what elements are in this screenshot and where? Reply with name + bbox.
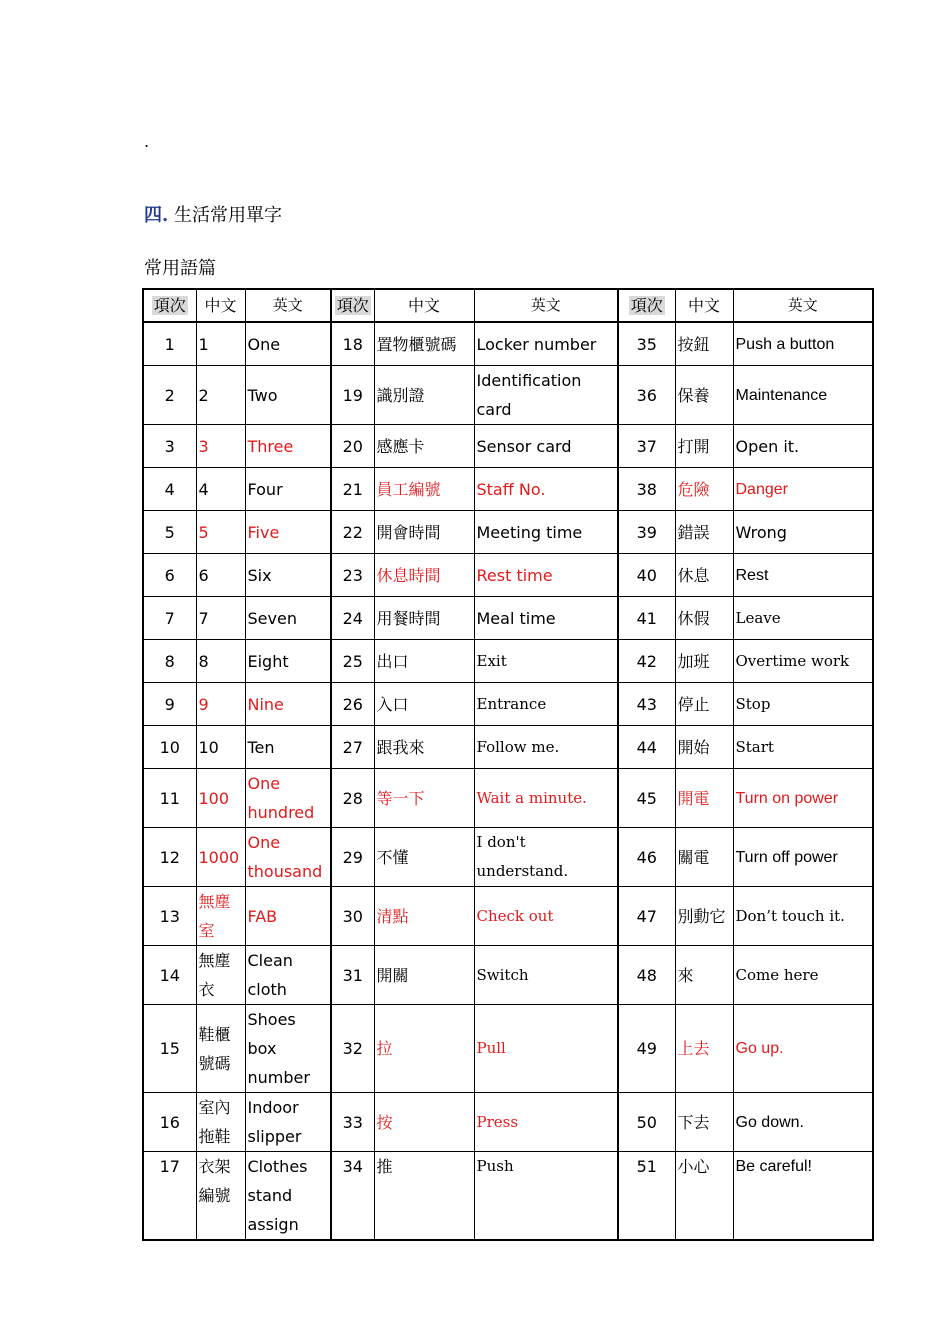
- chinese-term: 保養: [675, 366, 733, 425]
- item-number: 33: [331, 1093, 374, 1152]
- item-number: 44: [618, 726, 675, 769]
- chinese-term: 無塵衣: [196, 946, 245, 1005]
- english-term: Overtime work: [733, 640, 873, 683]
- table-row: [143, 828, 873, 887]
- english-term: Three: [245, 425, 331, 468]
- chinese-term: 開電: [675, 769, 733, 828]
- chinese-term: 員工編號: [374, 468, 474, 511]
- item-number: 14: [143, 946, 196, 1005]
- table-row: [143, 511, 873, 554]
- item-number: 30: [331, 887, 374, 946]
- english-term: Go down.: [733, 1093, 873, 1152]
- table-row: [143, 468, 873, 511]
- header-english-3: 英文: [733, 289, 873, 322]
- chinese-term: 停止: [675, 683, 733, 726]
- english-term: Entrance: [474, 683, 618, 726]
- chinese-term: 無塵室: [196, 887, 245, 946]
- item-number: 29: [331, 828, 374, 887]
- english-term: Staff No.: [474, 468, 618, 511]
- chinese-term: 休息時間: [374, 554, 474, 597]
- table-row: [143, 887, 873, 946]
- english-term: Go up.: [733, 1005, 873, 1093]
- chinese-term: 室內拖鞋: [196, 1093, 245, 1152]
- item-number: 20: [331, 425, 374, 468]
- chinese-term: 上去: [675, 1005, 733, 1093]
- chinese-term: 跟我來: [374, 726, 474, 769]
- item-number: 47: [618, 887, 675, 946]
- chinese-term: 按鈕: [675, 322, 733, 366]
- chinese-term: 開會時間: [374, 511, 474, 554]
- header-chinese-2: 中文: [374, 289, 474, 322]
- english-term: Follow me.: [474, 726, 618, 769]
- english-term: I don't understand.: [474, 828, 618, 887]
- chinese-term: 拉: [374, 1005, 474, 1093]
- english-term: Press: [474, 1093, 618, 1152]
- chinese-term: 休息: [675, 554, 733, 597]
- english-term: Start: [733, 726, 873, 769]
- section-heading: [144, 201, 282, 227]
- english-term: Indoor slipper: [245, 1093, 331, 1152]
- item-number: 50: [618, 1093, 675, 1152]
- header-chinese-3: 中文: [675, 289, 733, 322]
- chinese-term: 10: [196, 726, 245, 769]
- header-index-3: 項次: [618, 289, 675, 322]
- item-number: 22: [331, 511, 374, 554]
- chinese-term: 衣架編號: [196, 1152, 245, 1241]
- item-number: 25: [331, 640, 374, 683]
- table-row: [143, 946, 873, 1005]
- english-term: Switch: [474, 946, 618, 1005]
- item-number: 43: [618, 683, 675, 726]
- table-row: [143, 1005, 873, 1093]
- english-term: FAB: [245, 887, 331, 946]
- english-term: Open it.: [733, 425, 873, 468]
- english-term: Rest: [733, 554, 873, 597]
- header-index-2: 項次: [331, 289, 374, 322]
- item-number: 3: [143, 425, 196, 468]
- table-row: [143, 597, 873, 640]
- chinese-term: 置物櫃號碼: [374, 322, 474, 366]
- chinese-term: 關電: [675, 828, 733, 887]
- item-number: 49: [618, 1005, 675, 1093]
- chinese-term: 1: [196, 322, 245, 366]
- english-term: Meeting time: [474, 511, 618, 554]
- english-term: One thousand: [245, 828, 331, 887]
- header-english-2: 英文: [474, 289, 618, 322]
- item-number: 32: [331, 1005, 374, 1093]
- chinese-term: 開始: [675, 726, 733, 769]
- chinese-term: 入口: [374, 683, 474, 726]
- section-title: 生活常用單字: [168, 205, 283, 226]
- chinese-term: 用餐時間: [374, 597, 474, 640]
- item-number: 8: [143, 640, 196, 683]
- item-number: 40: [618, 554, 675, 597]
- item-number: 17: [143, 1152, 196, 1241]
- chinese-term: 危險: [675, 468, 733, 511]
- chinese-term: 9: [196, 683, 245, 726]
- item-number: 36: [618, 366, 675, 425]
- table-row: [143, 366, 873, 425]
- english-term: Stop: [733, 683, 873, 726]
- chinese-term: 出口: [374, 640, 474, 683]
- item-number: 15: [143, 1005, 196, 1093]
- chinese-term: 等一下: [374, 769, 474, 828]
- item-number: 19: [331, 366, 374, 425]
- english-term: Come here: [733, 946, 873, 1005]
- section-number: 四.: [144, 205, 169, 226]
- item-number: 1: [143, 322, 196, 366]
- english-term: Turn on power: [733, 769, 873, 828]
- english-term: Sensor card: [474, 425, 618, 468]
- item-number: 38: [618, 468, 675, 511]
- english-term: Clothes stand assign: [245, 1152, 331, 1241]
- english-term: Shoes box number: [245, 1005, 331, 1093]
- item-number: 26: [331, 683, 374, 726]
- item-number: 12: [143, 828, 196, 887]
- chinese-term: 開關: [374, 946, 474, 1005]
- item-number: 31: [331, 946, 374, 1005]
- vocabulary-table: [142, 288, 874, 1241]
- chinese-term: 7: [196, 597, 245, 640]
- item-number: 13: [143, 887, 196, 946]
- english-term: Don’t touch it.: [733, 887, 873, 946]
- table-row: [143, 640, 873, 683]
- item-number: 28: [331, 769, 374, 828]
- item-number: 4: [143, 468, 196, 511]
- item-number: 9: [143, 683, 196, 726]
- table-row: [143, 683, 873, 726]
- item-number: 6: [143, 554, 196, 597]
- english-term: Maintenance: [733, 366, 873, 425]
- english-term: Locker number: [474, 322, 618, 366]
- item-number: 35: [618, 322, 675, 366]
- chinese-term: 3: [196, 425, 245, 468]
- chinese-term: 別動它: [675, 887, 733, 946]
- english-term: Danger: [733, 468, 873, 511]
- item-number: 10: [143, 726, 196, 769]
- english-term: Push: [474, 1152, 618, 1241]
- english-term: One: [245, 322, 331, 366]
- english-term: Seven: [245, 597, 331, 640]
- item-number: 39: [618, 511, 675, 554]
- chinese-term: 6: [196, 554, 245, 597]
- table-row: [143, 1152, 873, 1241]
- table-row: [143, 554, 873, 597]
- chinese-term: 8: [196, 640, 245, 683]
- chinese-term: 不懂: [374, 828, 474, 887]
- english-term: Clean cloth: [245, 946, 331, 1005]
- table-row: [143, 769, 873, 828]
- table-row: [143, 1093, 873, 1152]
- english-term: Ten: [245, 726, 331, 769]
- item-number: 42: [618, 640, 675, 683]
- english-term: Turn off power: [733, 828, 873, 887]
- chinese-term: 推: [374, 1152, 474, 1241]
- english-term: Wait a minute.: [474, 769, 618, 828]
- item-number: 48: [618, 946, 675, 1005]
- chinese-term: 清點: [374, 887, 474, 946]
- item-number: 16: [143, 1093, 196, 1152]
- chinese-term: 1000: [196, 828, 245, 887]
- chinese-term: 休假: [675, 597, 733, 640]
- english-term: Rest time: [474, 554, 618, 597]
- item-number: 45: [618, 769, 675, 828]
- english-term: Five: [245, 511, 331, 554]
- item-number: 23: [331, 554, 374, 597]
- english-term: Meal time: [474, 597, 618, 640]
- chinese-term: 來: [675, 946, 733, 1005]
- english-term: Identification card: [474, 366, 618, 425]
- item-number: 46: [618, 828, 675, 887]
- english-term: Two: [245, 366, 331, 425]
- english-term: Eight: [245, 640, 331, 683]
- chinese-term: 4: [196, 468, 245, 511]
- subheading: 常用語篇: [144, 258, 216, 279]
- english-term: Nine: [245, 683, 331, 726]
- item-number: 21: [331, 468, 374, 511]
- table-row: [143, 425, 873, 468]
- item-number: 27: [331, 726, 374, 769]
- item-number: 24: [331, 597, 374, 640]
- item-number: 41: [618, 597, 675, 640]
- chinese-term: 下去: [675, 1093, 733, 1152]
- item-number: 2: [143, 366, 196, 425]
- chinese-term: 錯誤: [675, 511, 733, 554]
- item-number: 7: [143, 597, 196, 640]
- chinese-term: 加班: [675, 640, 733, 683]
- english-term: Pull: [474, 1005, 618, 1093]
- chinese-term: 5: [196, 511, 245, 554]
- english-term: Exit: [474, 640, 618, 683]
- chinese-term: 2: [196, 366, 245, 425]
- header-index-1: 項次: [143, 289, 196, 322]
- chinese-term: 小心: [675, 1152, 733, 1241]
- english-term: Be careful!: [733, 1152, 873, 1241]
- item-number: 37: [618, 425, 675, 468]
- chinese-term: 打開: [675, 425, 733, 468]
- english-term: Wrong: [733, 511, 873, 554]
- table-row: [143, 726, 873, 769]
- chinese-term: 感應卡: [374, 425, 474, 468]
- english-term: Six: [245, 554, 331, 597]
- english-term: Leave: [733, 597, 873, 640]
- english-term: Four: [245, 468, 331, 511]
- english-term: Check out: [474, 887, 618, 946]
- item-number: 18: [331, 322, 374, 366]
- item-number: 11: [143, 769, 196, 828]
- header-chinese-1: 中文: [196, 289, 245, 322]
- chinese-term: 100: [196, 769, 245, 828]
- header-row: [143, 289, 873, 322]
- item-number: 34: [331, 1152, 374, 1241]
- english-term: Push a button: [733, 322, 873, 366]
- english-term: One hundred: [245, 769, 331, 828]
- chinese-term: 按: [374, 1093, 474, 1152]
- chinese-term: 識別證: [374, 366, 474, 425]
- table-row: [143, 322, 873, 366]
- header-english-1: 英文: [245, 289, 331, 322]
- page-marker: .: [144, 132, 150, 151]
- item-number: 51: [618, 1152, 675, 1241]
- chinese-term: 鞋櫃號碼: [196, 1005, 245, 1093]
- item-number: 5: [143, 511, 196, 554]
